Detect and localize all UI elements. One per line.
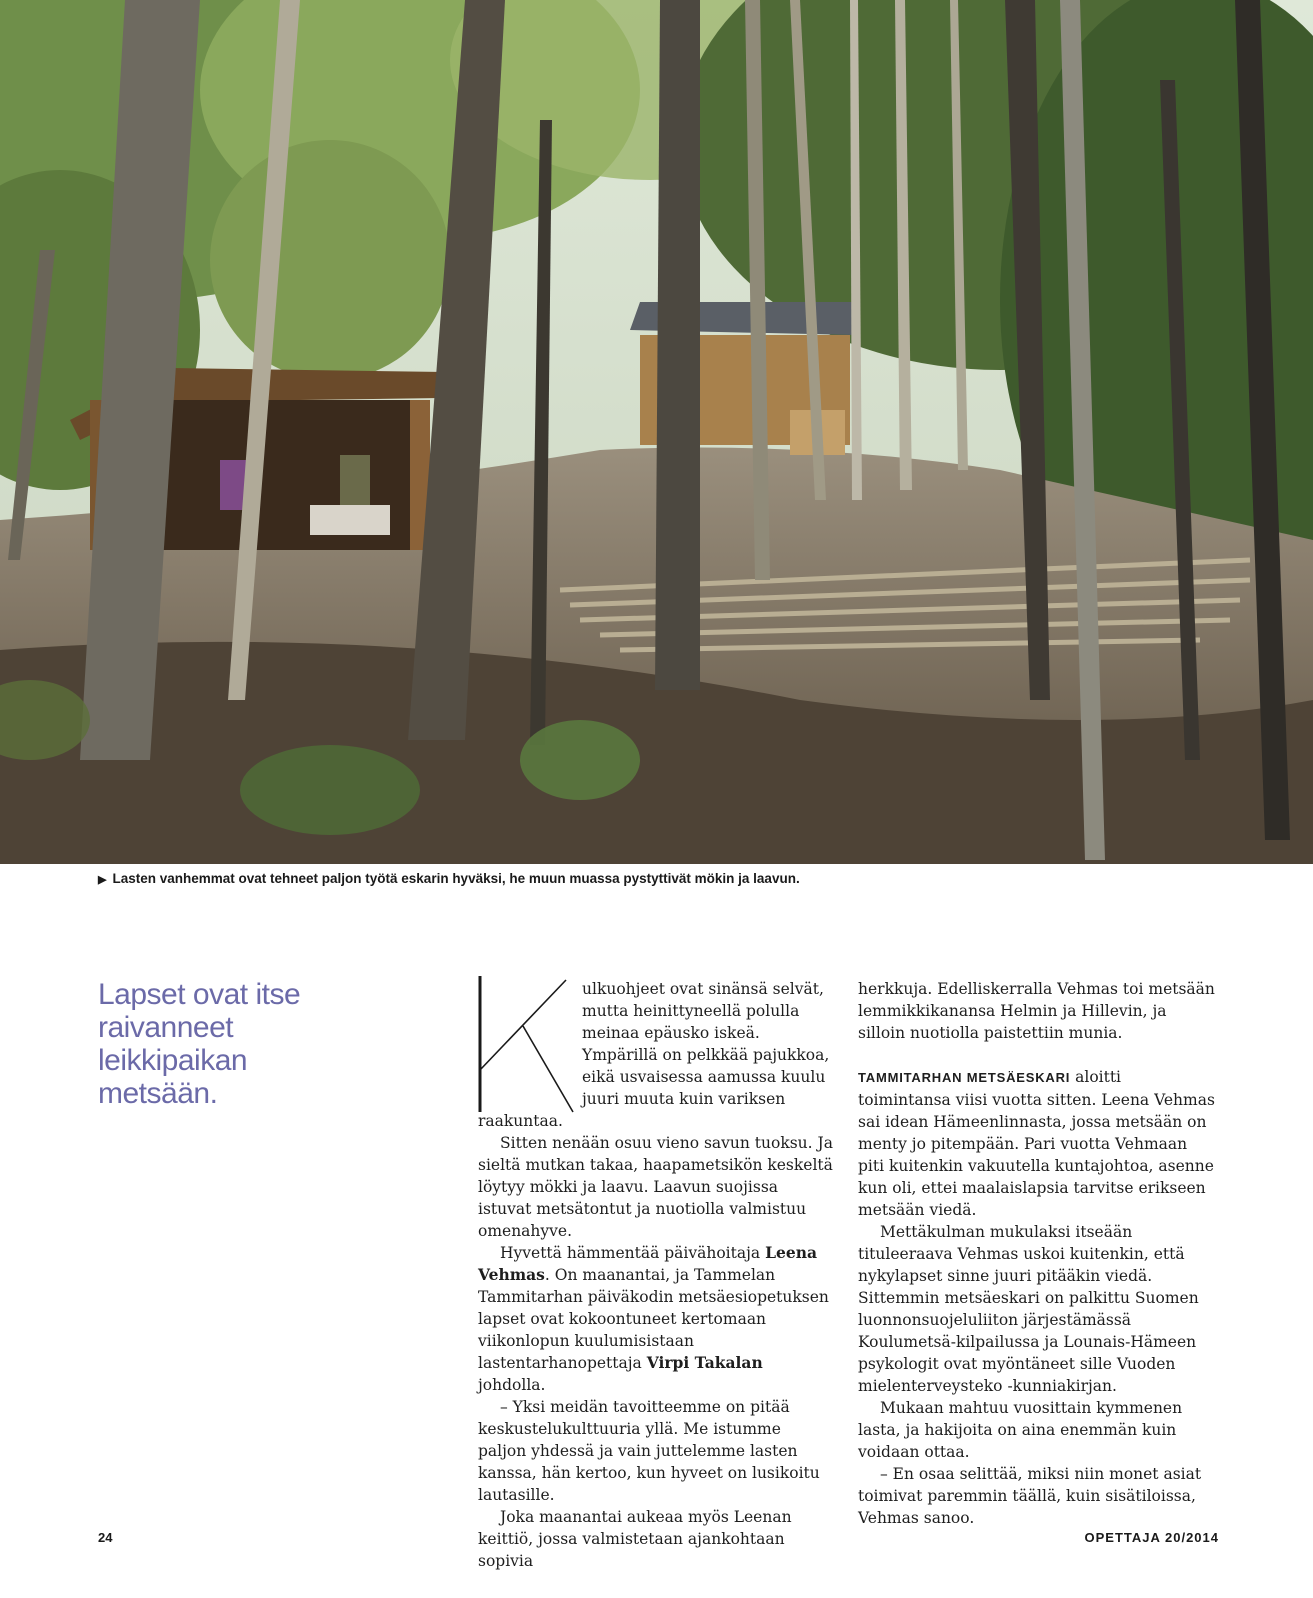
paragraph: Mettäkulman mukulaksi itseään tituleeraava Vehmas uskoi kuitenkin, että nykylapset sinne juuri pitääkin viedä. Sittemmin metsäeskari on palkittu Suomen luonnonsuojeluliiton järjestämässä Koulumetsä-kilpailussa ja Lounais-Hämeen psykologit ovat myöntäneet sille Vuoden mielenterveysteko -kunniakirjan. (858, 1223, 1199, 1395)
page-number: 24 (98, 1530, 113, 1545)
drop-cap (478, 978, 578, 1110)
caption-text: Lasten vanhemmat ovat tehneet paljon työtä eskarin hyväksi, he muun muassa pystyttivät mökin ja laavun. (112, 871, 800, 886)
paragraph: – Yksi meidän tavoitteemme on pitää keskustelukulttuuria yllä. Me istumme paljon yhdessä ja vain juttelemme lasten kanssa, hän kertoo, kun hyveet on lusikoitu lautasille. (478, 1398, 820, 1504)
caption-arrow-icon: ▶ (98, 874, 107, 886)
photo-caption (98, 871, 1198, 886)
article-column-1 (478, 978, 834, 1572)
pull-quote: Lapset ovat itse raivanneet leikkipaikan metsään. (98, 978, 301, 1110)
paragraph: Joka maanantai aukeaa myös Leenan keittiö, jossa valmistetaan ajankohtaan sopivia (478, 1508, 792, 1570)
paragraph: – En osaa selittää, miksi niin monet asiat toimivat paremmin täällä, kuin sisätiloissa, Vehmas sanoo. (858, 1465, 1202, 1527)
person-name: Leena Vehmas (478, 1243, 818, 1284)
publication-name: OPETTAJA 20/2014 (1084, 1530, 1219, 1545)
paragraph: TAMMITARHAN METSÄESKARI aloitti toimintansa viisi vuotta sitten. Leena Vehmas sai idean Hämeenlinnasta, jossa metsään on menty jo pitempään. Pari vuotta Vehmaan piti kuitenkin vakuutella kuntajohtoa, asenne kun oli, ettei maalaislapsia tarvitse erikseen metsään viedä. (858, 1068, 1215, 1219)
paragraph: Sitten nenään osuu vieno savun tuoksu. Ja sieltä mutkan takaa, haapametsikön keskeltä löytyy mökki ja laavu. Laavun suojissa istuvat metsätontut ja nuotiolla valmistuu omenahyve. (478, 1134, 833, 1240)
section-lead-caps: TAMMITARHAN METSÄESKARI (858, 1070, 1071, 1085)
paragraph: Mukaan mahtuu vuosittain kymmenen lasta, ja hakijoita on aina enemmän kuin voidaan ottaa. (858, 1399, 1183, 1461)
paragraph: Hyvettä hämmentää päivähoitaja Leena Vehmas. On maanantai, ja Tammelan Tammitarhan päiväkodin metsäesiopetuksen lapset ovat kokoontuneet kertomaan viikonlopun kuulumisistaan lastentarhanopettaja Virpi Takalan johdolla. (478, 1243, 829, 1394)
article-column-2 (858, 978, 1218, 1529)
paragraph: herkkuja. Edelliskerralla Vehmas toi metsään lemmikkikanansa Helmin ja Hillevin, ja silloin nuotiolla paistettiin munia. (858, 980, 1215, 1042)
person-name: Virpi Takalan (646, 1353, 763, 1372)
paragraph: ulkuohjeet ovat sinänsä selvät, mutta heinittyneellä polulla meinaa epäusko iskeä. Ympärillä on pelkkää pajukkoa, eikä usvaisessa aamussa kuulu juuri muuta kuin variksen raakuntaa. (478, 980, 830, 1130)
